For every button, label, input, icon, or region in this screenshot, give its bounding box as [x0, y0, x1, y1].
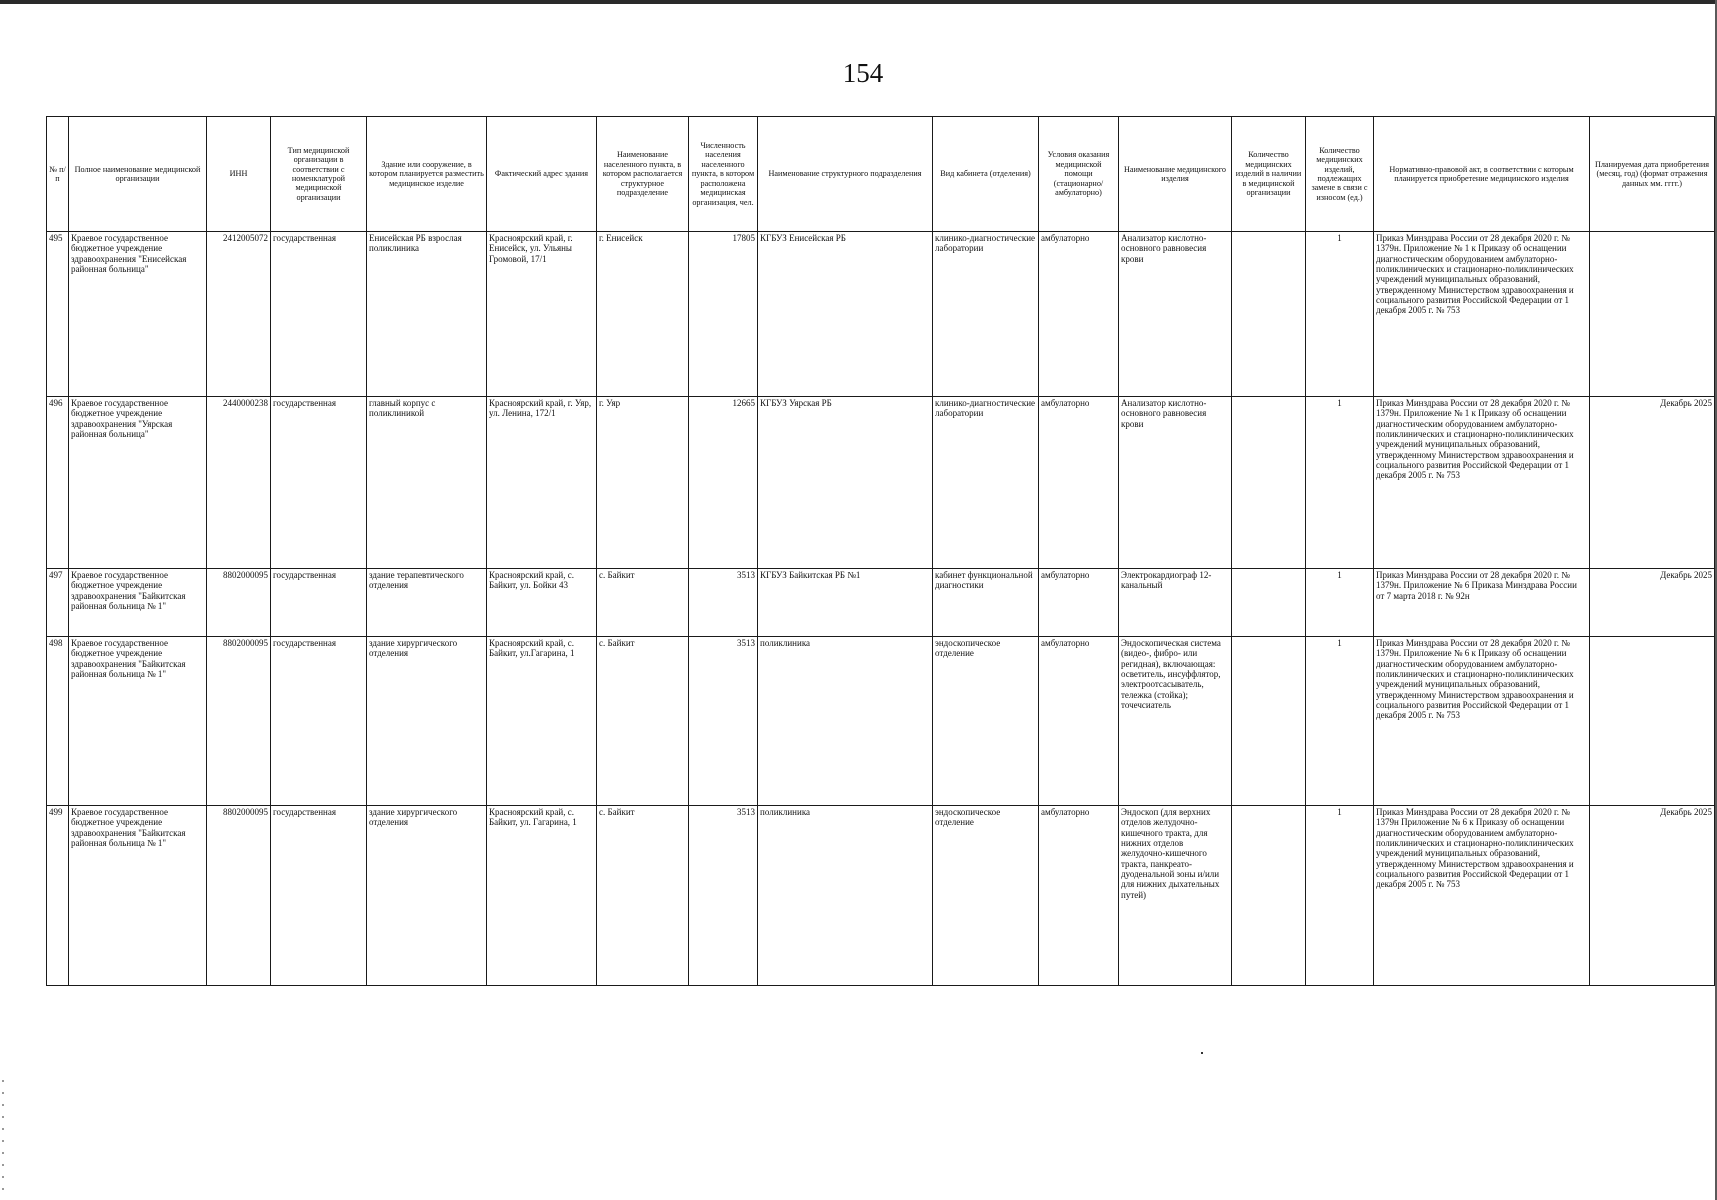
table-row — [47, 806, 1715, 986]
cell-population: 3513 — [689, 569, 758, 637]
cell-date: Декабрь 2025 — [1590, 569, 1715, 637]
cell-building: здание терапевтического отделения — [367, 569, 487, 637]
col-header-population: Численность населения населенного пункта, в котором расположена медицинская организация, чел. — [689, 117, 758, 232]
cell-unit: КГБУЗ Уярская РБ — [758, 397, 933, 569]
table-row — [47, 232, 1715, 397]
col-header-date: Планируемая дата приобретения (месяц, год) (формат отражения данных мм. гггг.) — [1590, 117, 1715, 232]
cell-type: государственная — [271, 806, 367, 986]
col-header-conditions: Условия оказания медицинской помощи (стационарно/ амбулаторно) — [1039, 117, 1119, 232]
cell-device: Анализатор кислотно-основного равновесия крови — [1119, 397, 1232, 569]
cell-org: Краевое государственное бюджетное учреждение здравоохранения "Байкитская районная больница № 1" — [69, 806, 207, 986]
cell-unit: КГБУЗ Енисейская РБ — [758, 232, 933, 397]
cell-inn: 8802000095 — [207, 637, 271, 806]
cell-population: 12665 — [689, 397, 758, 569]
page-number: 154 — [842, 58, 884, 88]
cell-type: государственная — [271, 637, 367, 806]
cell-type: государственная — [271, 232, 367, 397]
cell-population: 3513 — [689, 806, 758, 986]
cell-conditions: амбулаторно — [1039, 569, 1119, 637]
cell-org: Краевое государственное бюджетное учреждение здравоохранения "Уярская районная больница" — [69, 397, 207, 569]
table-row — [47, 569, 1715, 637]
cell-date — [1590, 232, 1715, 397]
cell-qty-replace: 1 — [1306, 569, 1374, 637]
cell-address: Красноярский край, г. Енисейск, ул. Ульяны Громовой, 17/1 — [487, 232, 597, 397]
cell-num: 498 — [47, 637, 69, 806]
cell-address: Красноярский край, с. Байкит, ул.Гагарина, 1 — [487, 637, 597, 806]
cell-num: 496 — [47, 397, 69, 569]
cell-qty-available — [1232, 637, 1306, 806]
col-header-building: Здание или сооружение, в котором планируется разместить медицинское изделие — [367, 117, 487, 232]
cell-population: 17805 — [689, 232, 758, 397]
cell-locality: с. Байкит — [597, 637, 689, 806]
col-header-cabinet: Вид кабинета (отделения) — [933, 117, 1039, 232]
cell-date: Декабрь 2025 — [1590, 806, 1715, 986]
scan-margin-marks — [2, 1080, 4, 1190]
cell-conditions: амбулаторно — [1039, 806, 1119, 986]
cell-act: Приказ Минздрава России от 28 декабря 2020 г. № 1379н. Приложение № 1 к Приказу об оснащении диагностическим оборудованием амбулаторно-поликлинических и стационарно-поликлинических учреждений муниципальных образований, утвержденному Министерством здравоохранения и социального развития Российской Федерации от 1 декабря 2005 г. № 753 — [1374, 397, 1590, 569]
cell-num: 495 — [47, 232, 69, 397]
cell-conditions: амбулаторно — [1039, 397, 1119, 569]
cell-date: Декабрь 2025 — [1590, 397, 1715, 569]
col-header-org: Полное наименование медицинской организации — [69, 117, 207, 232]
scan-speck — [1201, 1052, 1203, 1054]
cell-address: Красноярский край, с. Байкит, ул. Бойки 43 — [487, 569, 597, 637]
cell-conditions: амбулаторно — [1039, 637, 1119, 806]
col-header-inn: ИНН — [207, 117, 271, 232]
table-row — [47, 397, 1715, 569]
cell-device: Эндоскоп (для верхних отделов желудочно-кишечного тракта, для нижних отделов желудочно-кишечного тракта, панкреато-дуоденальной зоны и/или для нижних дыхательных путей) — [1119, 806, 1232, 986]
cell-inn: 8802000095 — [207, 806, 271, 986]
cell-qty-available — [1232, 569, 1306, 637]
cell-device: Анализатор кислотно-основного равновесия крови — [1119, 232, 1232, 397]
cell-cabinet: эндоскопическое отделение — [933, 637, 1039, 806]
col-header-type: Тип медицинской организации в соответствии с номенклатурой медицинской организации — [271, 117, 367, 232]
col-header-unit: Наименование структурного подразделения — [758, 117, 933, 232]
cell-type: государственная — [271, 397, 367, 569]
cell-device: Электрокардиограф 12-канальный — [1119, 569, 1232, 637]
cell-address: Красноярский край, с. Байкит, ул. Гагарина, 1 — [487, 806, 597, 986]
header-row — [47, 117, 1715, 232]
cell-qty-replace: 1 — [1306, 397, 1374, 569]
col-header-locality: Наименование населенного пункта, в котором располагается структурное подразделение — [597, 117, 689, 232]
equipment-register-table — [46, 116, 1715, 986]
cell-locality: с. Байкит — [597, 569, 689, 637]
cell-unit: КГБУЗ Байкитская РБ №1 — [758, 569, 933, 637]
cell-building: Енисейская РБ взрослая поликлиника — [367, 232, 487, 397]
cell-building: здание хирургического отделения — [367, 637, 487, 806]
col-header-device: Наименование медицинского изделия — [1119, 117, 1232, 232]
cell-population: 3513 — [689, 637, 758, 806]
cell-locality: г. Уяр — [597, 397, 689, 569]
cell-qty-available — [1232, 806, 1306, 986]
col-header-num: № п/п — [47, 117, 69, 232]
cell-locality: г. Енисейск — [597, 232, 689, 397]
cell-act: Приказ Минздрава России от 28 декабря 2020 г. № 1379н Приложение № 6 к Приказу об оснащении диагностическим оборудованием амбулаторно-поликлинических и стационарно-поликлинических учреждений муниципальных образований, утвержденному Министерством здравоохранения и социального развития Российской Федерации от 1 декабря 2005 г. № 753 — [1374, 806, 1590, 986]
cell-inn: 8802000095 — [207, 569, 271, 637]
cell-qty-available — [1232, 232, 1306, 397]
cell-org: Краевое государственное бюджетное учреждение здравоохранения "Енисейская районная больница" — [69, 232, 207, 397]
cell-qty-available — [1232, 397, 1306, 569]
col-header-qty-replace: Количество медицинских изделий, подлежащих замене в связи с износом (ед.) — [1306, 117, 1374, 232]
cell-org: Краевое государственное бюджетное учреждение здравоохранения "Байкитская районная больница № 1" — [69, 637, 207, 806]
col-header-act: Нормативно-правовой акт, в соответствии с которым планируется приобретение медицинского изделия — [1374, 117, 1590, 232]
cell-num: 499 — [47, 806, 69, 986]
cell-org: Краевое государственное бюджетное учреждение здравоохранения "Байкитская районная больница № 1" — [69, 569, 207, 637]
cell-num: 497 — [47, 569, 69, 637]
cell-unit: поликлиника — [758, 806, 933, 986]
cell-qty-replace: 1 — [1306, 806, 1374, 986]
cell-act: Приказ Минздрава России от 28 декабря 2020 г. № 1379н. Приложение № 6 к Приказу об оснащении диагностическим оборудованием амбулаторно-поликлинических и стационарно-поликлинических учреждений муниципальных образований, утвержденному Министерством здравоохранения и социального развития Российской Федерации от 1 декабря 2005 г. № 753 — [1374, 637, 1590, 806]
cell-cabinet: кабинет функциональной диагностики — [933, 569, 1039, 637]
cell-qty-replace: 1 — [1306, 232, 1374, 397]
col-header-address: Фактический адрес здания — [487, 117, 597, 232]
cell-date — [1590, 637, 1715, 806]
table-row — [47, 637, 1715, 806]
cell-address: Красноярский край, г. Уяр, ул. Ленина, 172/1 — [487, 397, 597, 569]
cell-unit: поликлиника — [758, 637, 933, 806]
cell-building: главный корпус с поликлиникой — [367, 397, 487, 569]
cell-inn: 2440000238 — [207, 397, 271, 569]
cell-qty-replace: 1 — [1306, 637, 1374, 806]
cell-type: государственная — [271, 569, 367, 637]
cell-cabinet: клинико-диагностические лаборатории — [933, 232, 1039, 397]
cell-device: Эндоскопическая система (видео-, фибро- или регидная), включающая: осветитель, инсуффлятор, электроотсасыватель, тележка (стойка); точечсиатель — [1119, 637, 1232, 806]
cell-cabinet: эндоскопическое отделение — [933, 806, 1039, 986]
cell-conditions: амбулаторно — [1039, 232, 1119, 397]
scan-top-edge — [0, 0, 1717, 4]
cell-cabinet: клинико-диагностические лаборатории — [933, 397, 1039, 569]
cell-building: здание хирургического отделения — [367, 806, 487, 986]
cell-locality: с. Байкит — [597, 806, 689, 986]
cell-inn: 2412005072 — [207, 232, 271, 397]
col-header-qty-available: Количество медицинских изделий в наличии в медицинской организации — [1232, 117, 1306, 232]
cell-act: Приказ Минздрава России от 28 декабря 2020 г. № 1379н. Приложение № 1 к Приказу об оснащении диагностическим оборудованием амбулаторно-поликлинических и стационарно-поликлинических учреждений муниципальных образований, утвержденному Министерством здравоохранения и социального развития Российской Федерации от 1 декабря 2005 г. № 753 — [1374, 232, 1590, 397]
cell-act: Приказ Минздрава России от 28 декабря 2020 г. № 1379н. Приложение № 6 Приказа Минздрава России от 7 марта 2018 г. № 92н — [1374, 569, 1590, 637]
